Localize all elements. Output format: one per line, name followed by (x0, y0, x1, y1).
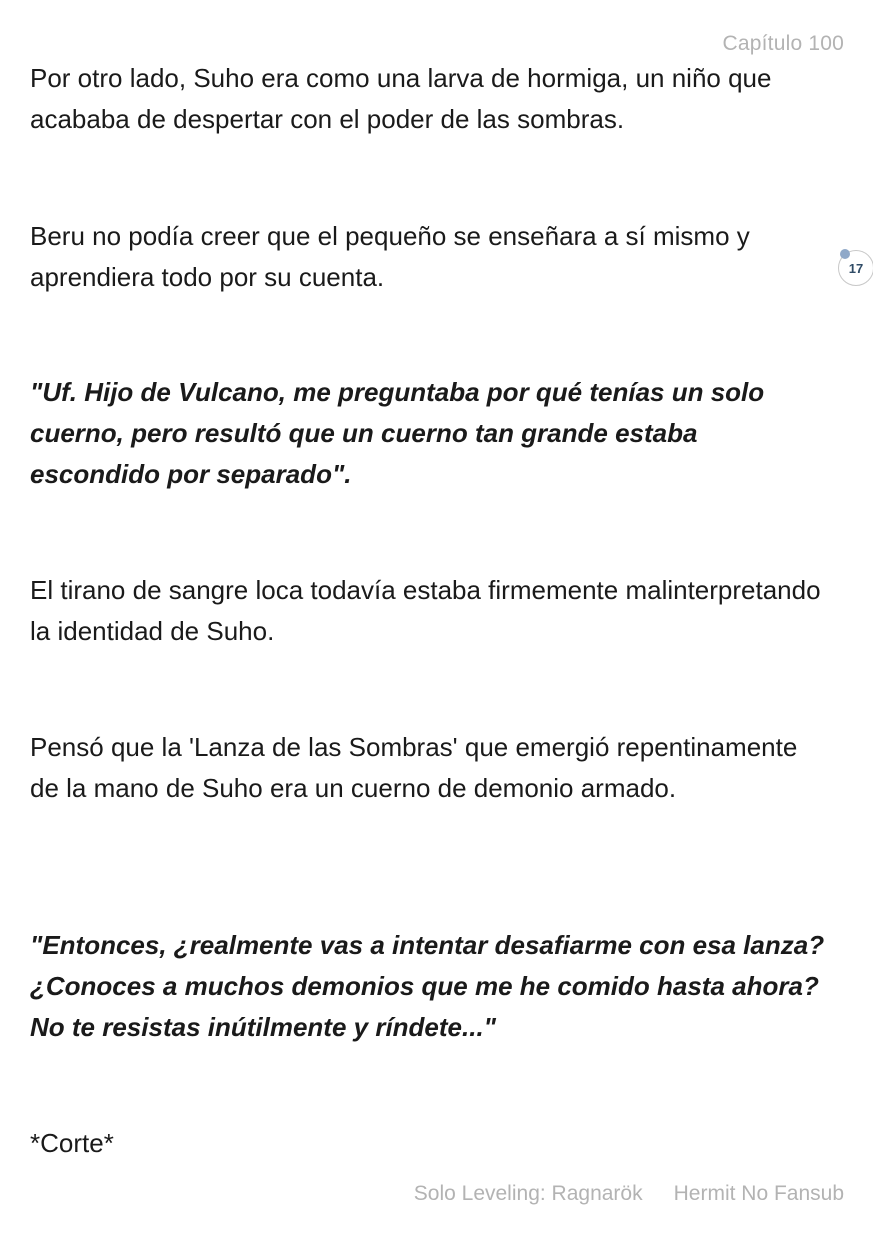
scene-break: *Corte* (30, 1128, 114, 1158)
chapter-label: Capítulo 100 (722, 32, 844, 55)
page-progress-dot-icon (840, 249, 850, 259)
footer (414, 1182, 844, 1206)
paragraph: Por otro lado, Suho era como una larva de hormiga, un niño que acababa de despertar con el poder de las sombras. (30, 63, 772, 134)
dialogue-paragraph: "Uf. Hijo de Vulcano, me preguntaba por qué tenías un solo cuerno, pero resultó que un cuerno tan grande estaba escondido por separado". (30, 377, 765, 489)
paragraph: Pensó que la 'Lanza de las Sombras' que emergió repentinamente de la mano de Suho era un cuerno de demonio armado. (30, 732, 798, 803)
footer-series-title: Solo Leveling: Ragnarök (413, 1182, 643, 1205)
page-number: 17 (848, 260, 864, 276)
dialogue-paragraph: "Entonces, ¿realmente vas a intentar desafiarme con esa lanza? ¿Conoces a muchos demonios que me he comido hasta ahora? No te resistas inútilmente y ríndete..." (30, 930, 825, 1042)
paragraph: El tirano de sangre loca todavía estaba firmemente malinterpretando la identidad de Suho. (30, 575, 821, 646)
paragraph: Beru no podía creer que el pequeño se enseñara a sí mismo y aprendiera todo por su cuenta. (30, 221, 750, 292)
footer-group-name: Hermit No Fansub (673, 1182, 844, 1205)
